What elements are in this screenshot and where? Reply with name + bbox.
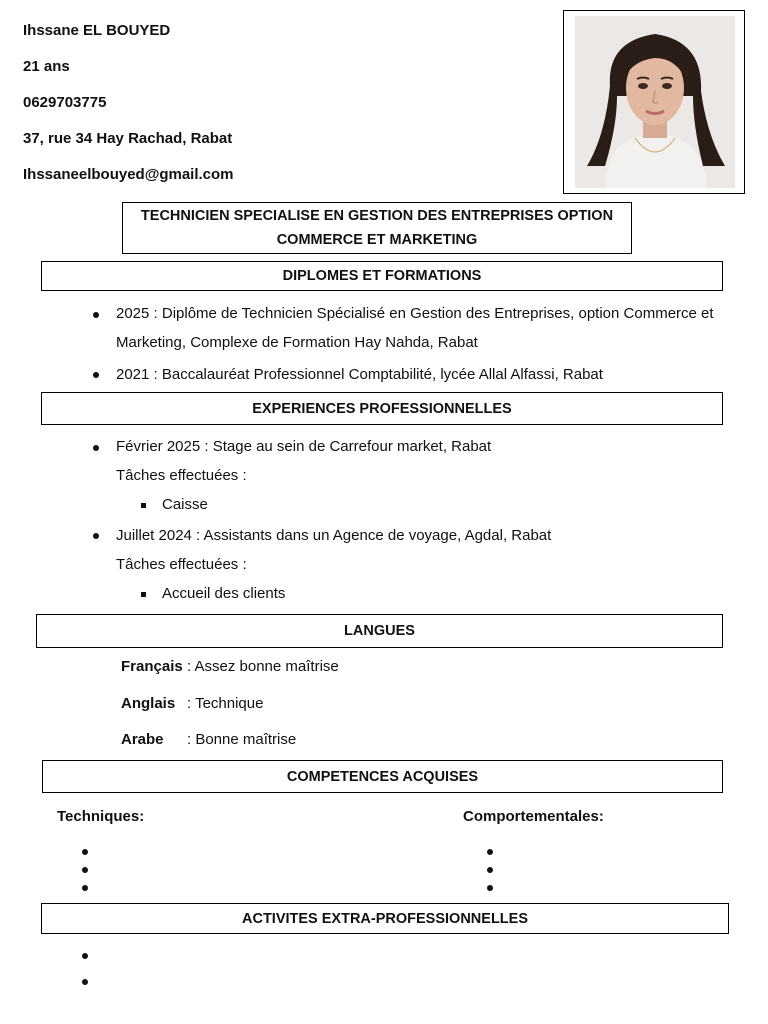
bullet-icon <box>93 445 99 451</box>
section-heading-experiences: EXPERIENCES PROFESSIONNELLES <box>41 392 723 425</box>
section-heading-activites: ACTIVITES EXTRA-PROFESSIONNELLES <box>41 903 729 934</box>
bullet-icon <box>82 849 88 855</box>
langue-3-level: : Bonne maîtrise <box>187 731 297 748</box>
experience-1-title: Février 2025 : Stage au sein de Carrefour market, Rabat <box>116 438 492 455</box>
job-title-line1: TECHNICIEN SPECIALISE EN GESTION DES ENTREPRISES OPTION <box>140 208 614 224</box>
bullet-icon <box>487 867 493 873</box>
competences-comportementales-label: Comportementales: <box>463 808 604 825</box>
bullet-icon <box>487 885 493 891</box>
bullet-icon <box>82 953 88 959</box>
profile-photo <box>575 16 735 188</box>
profile-photo-frame <box>563 10 745 194</box>
bullet-icon <box>93 312 99 318</box>
contact-email: Ihssaneelbouyed@gmail.com <box>23 166 234 183</box>
experience-2-title: Juillet 2024 : Assistants dans un Agence de voyage, Agdal, Rabat <box>116 527 552 544</box>
langue-2-level: : Technique <box>187 695 264 712</box>
bullet-icon <box>487 849 493 855</box>
square-bullet-icon <box>141 592 146 597</box>
experience-1-tasks-label: Tâches effectuées : <box>116 467 247 484</box>
bullet-icon <box>93 372 99 378</box>
diplome-item-1-line2: Marketing, Complexe de Formation Hay Nahda, Rabat <box>116 334 478 351</box>
section-heading-langues: LANGUES <box>36 614 723 648</box>
bullet-icon <box>82 867 88 873</box>
diplome-item-2: 2021 : Baccalauréat Professionnel Comptabilité, lycée Allal Alfassi, Rabat <box>116 366 603 383</box>
bullet-icon <box>82 979 88 985</box>
portrait-illustration <box>575 16 735 188</box>
square-bullet-icon <box>141 503 146 508</box>
contact-address: 37, rue 34 Hay Rachad, Rabat <box>23 130 233 147</box>
job-title-box <box>122 202 632 254</box>
langue-1-level: : Assez bonne maîtrise <box>187 658 339 675</box>
contact-name: Ihssane EL BOUYED <box>23 22 171 39</box>
competences-techniques-label: Techniques: <box>57 808 145 825</box>
contact-age: 21 ans <box>23 58 70 75</box>
bullet-icon <box>82 885 88 891</box>
bullet-icon <box>93 533 99 539</box>
experience-2-tasks-label: Tâches effectuées : <box>116 556 247 573</box>
contact-phone: 0629703775 <box>23 94 107 111</box>
langue-3-name: Arabe <box>121 731 164 748</box>
diplome-item-1-line1: 2025 : Diplôme de Technicien Spécialisé en Gestion des Entreprises, option Commerce et <box>116 305 714 322</box>
section-heading-competences: COMPETENCES ACQUISES <box>42 760 723 793</box>
langue-1-name: Français <box>121 658 183 675</box>
langue-2-name: Anglais <box>121 695 176 712</box>
experience-2-task-1: Accueil des clients <box>162 585 286 602</box>
section-heading-diplomes: DIPLOMES ET FORMATIONS <box>41 261 723 291</box>
job-title-line2: COMMERCE ET MARKETING <box>276 232 478 248</box>
experience-1-task-1: Caisse <box>162 496 208 513</box>
